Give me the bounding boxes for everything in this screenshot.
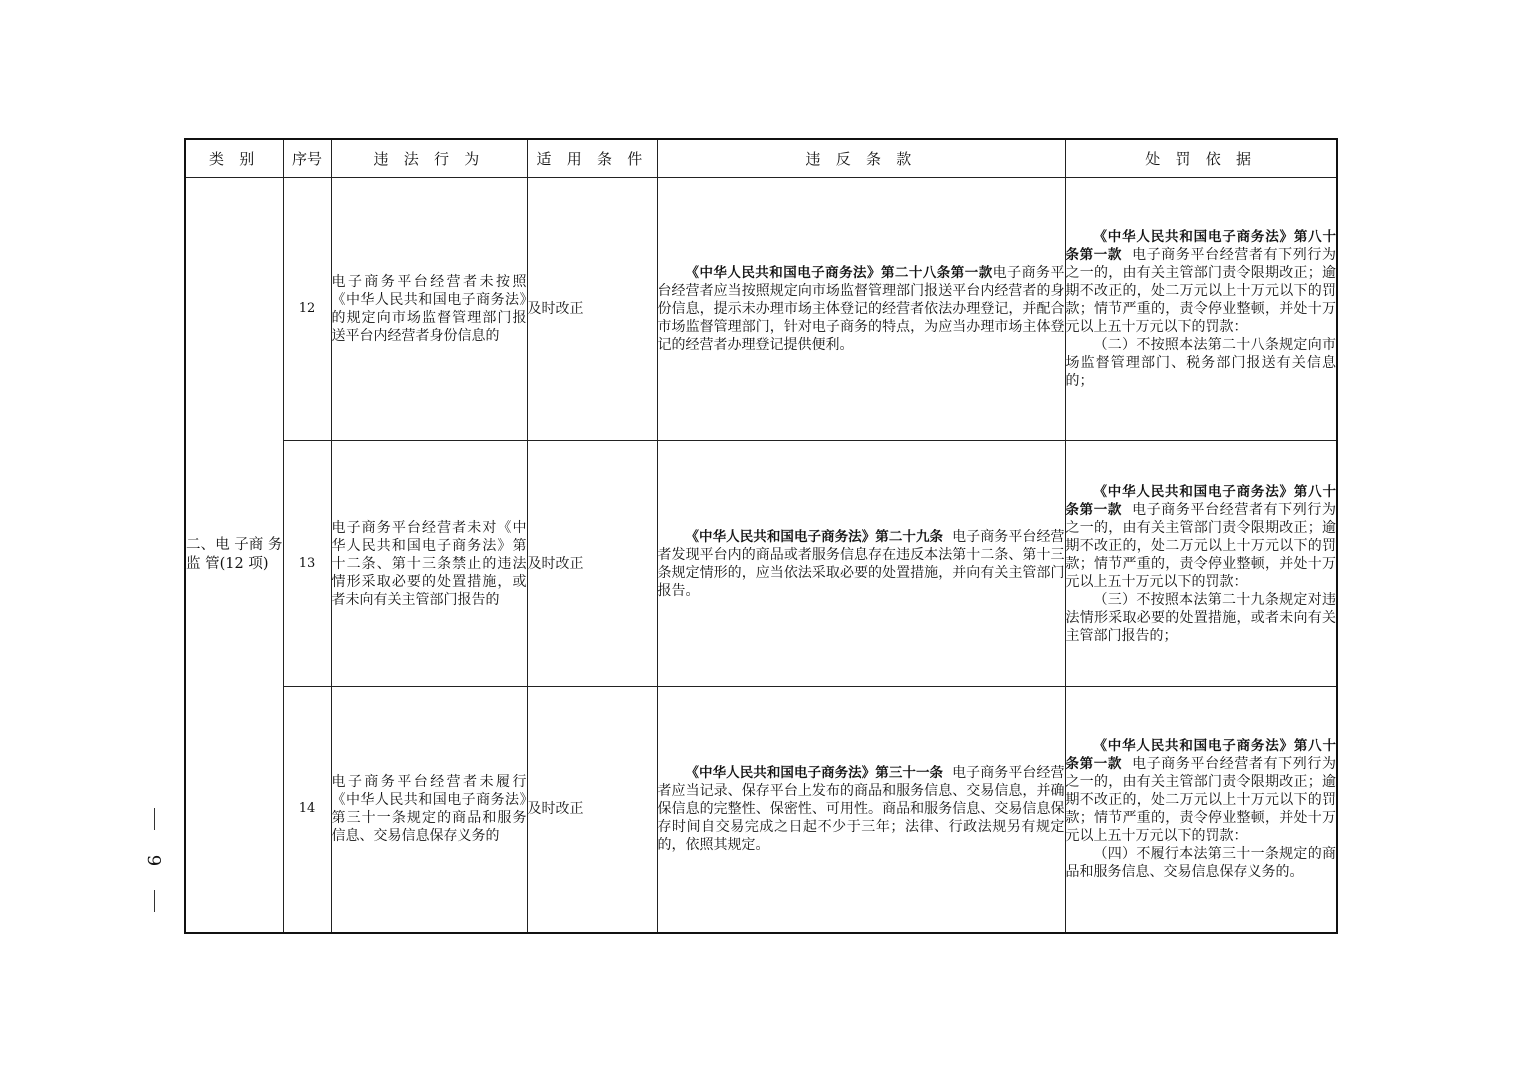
violated-clause — [657, 687, 1065, 933]
header-basis: 处 罚 依 据 — [1065, 139, 1337, 178]
law-title: 《中华人民共和国电子商务法》第二十九条 — [685, 528, 944, 545]
basis-text: 电子商务平台经营者有下列行为之一的，由有关主管部门责令限期改正；逾期不改正的，处二万元以上十万元以下的罚款；情节严重的，责令停业整顿，并处十万元以上五十万元以下的罚款： — [1065, 501, 1337, 590]
basis-title: 《中华人民共和国电子商务法》第八十条第一款 — [1065, 483, 1336, 518]
basis-title: 《中华人民共和国电子商务法》第八十条第一款 — [1065, 229, 1336, 263]
applicable-condition: 及时改正 — [527, 687, 657, 933]
basis-text: 电子商务平台经营者有下列行为之一的，由有关主管部门责令限期改正；逾期不改正的，处二万元以上十万元以下的罚款；情节严重的，责令停业整顿，并处十万元以上五十万元以下的罚款： — [1065, 247, 1337, 335]
applicable-condition: 及时改正 — [527, 178, 657, 441]
page-number-digit: 9 — [143, 854, 165, 866]
basis-item: （三）不按照本法第二十九条规定对违法情形采取必要的处置措施，或者未向有关主管部门报告的； — [1065, 591, 1336, 644]
law-text: 电子商务平台经营者应当记录、保存平台上发布的商品和服务信息、交易信息，并确保信息的完整性、保密性、可用性。商品和服务信息、交易信息保存时间自交易完成之日起不少于三年；法律、行政法规另有规定的，依照其规定。 — [657, 765, 1065, 854]
page-number-dash-bottom — [154, 890, 155, 912]
basis-item: （四）不履行本法第三十一条规定的商品和服务信息、交易信息保存义务的。 — [1065, 846, 1336, 881]
table-row — [185, 687, 1337, 933]
basis-text: 电子商务平台经营者有下列行为之一的，由有关主管部门责令限期改正；逾期不改正的，处二万元以上十万元以下的罚款；情节严重的，责令停业整顿，并处十万元以上五十万元以下的罚款： — [1065, 756, 1337, 845]
violated-clause — [657, 178, 1065, 441]
table-header-row — [185, 139, 1337, 178]
header-act: 违 法 行 为 — [331, 139, 527, 178]
page-number — [140, 808, 168, 912]
violation-act: 电子商务平台经营者未对《中华人民共和国电子商务法》第十二条、第十三条禁止的违法情形采取必要的处置措施，或者未向有关主管部门报告的 — [331, 441, 527, 687]
basis-item: （二）不按照本法第二十八条规定向市场监督管理部门、税务部门报送有关信息的； — [1065, 337, 1336, 389]
header-condition: 适 用 条 件 — [527, 139, 657, 178]
header-category: 类 别 — [185, 139, 283, 178]
basis-title: 《中华人民共和国电子商务法》第八十条第一款 — [1065, 738, 1336, 773]
violation-act: 电子商务平台经营者未履行《中华人民共和国电子商务法》第三十一条规定的商品和服务信息、交易信息保存义务的 — [331, 687, 527, 933]
violation-act: 电子商务平台经营者未按照《中华人民共和国电子商务法》的规定向市场监督管理部门报送平台内经营者身份信息的 — [331, 178, 527, 441]
penalty-basis — [1065, 441, 1337, 687]
law-title: 《中华人民共和国电子商务法》第三十一条 — [685, 765, 944, 782]
penalty-table — [184, 138, 1338, 934]
law-text: 电子商务平台经营者应当按照规定向市场监督管理部门报送平台内经营者的身份信息，提示未办理市场主体登记的经营者依法办理登记，并配合市场监督管理部门，针对电子商务的特点，为应当办理市场主体登记的经营者办理登记提供便利。 — [657, 265, 1065, 353]
category-cell: 二、电 子商 务 监 管(12 项) — [185, 178, 283, 933]
row-number: 12 — [283, 178, 331, 441]
law-title: 《中华人民共和国电子商务法》第二十八条第一款 — [685, 265, 993, 281]
penalty-basis — [1065, 178, 1337, 441]
table-row — [185, 441, 1337, 687]
law-text: 电子商务平台经营者发现平台内的商品或者服务信息存在违反本法第十二条、第十三条规定情形的，应当依法采取必要的处置措施，并向有关主管部门报告。 — [657, 528, 1065, 599]
row-number: 13 — [283, 441, 331, 687]
applicable-condition: 及时改正 — [527, 441, 657, 687]
violated-clause — [657, 441, 1065, 687]
row-number: 14 — [283, 687, 331, 933]
header-seq: 序号 — [283, 139, 331, 178]
penalty-basis — [1065, 687, 1337, 933]
table-row — [185, 178, 1337, 441]
header-law: 违 反 条 款 — [657, 139, 1065, 178]
page-number-dash-top — [154, 808, 155, 830]
